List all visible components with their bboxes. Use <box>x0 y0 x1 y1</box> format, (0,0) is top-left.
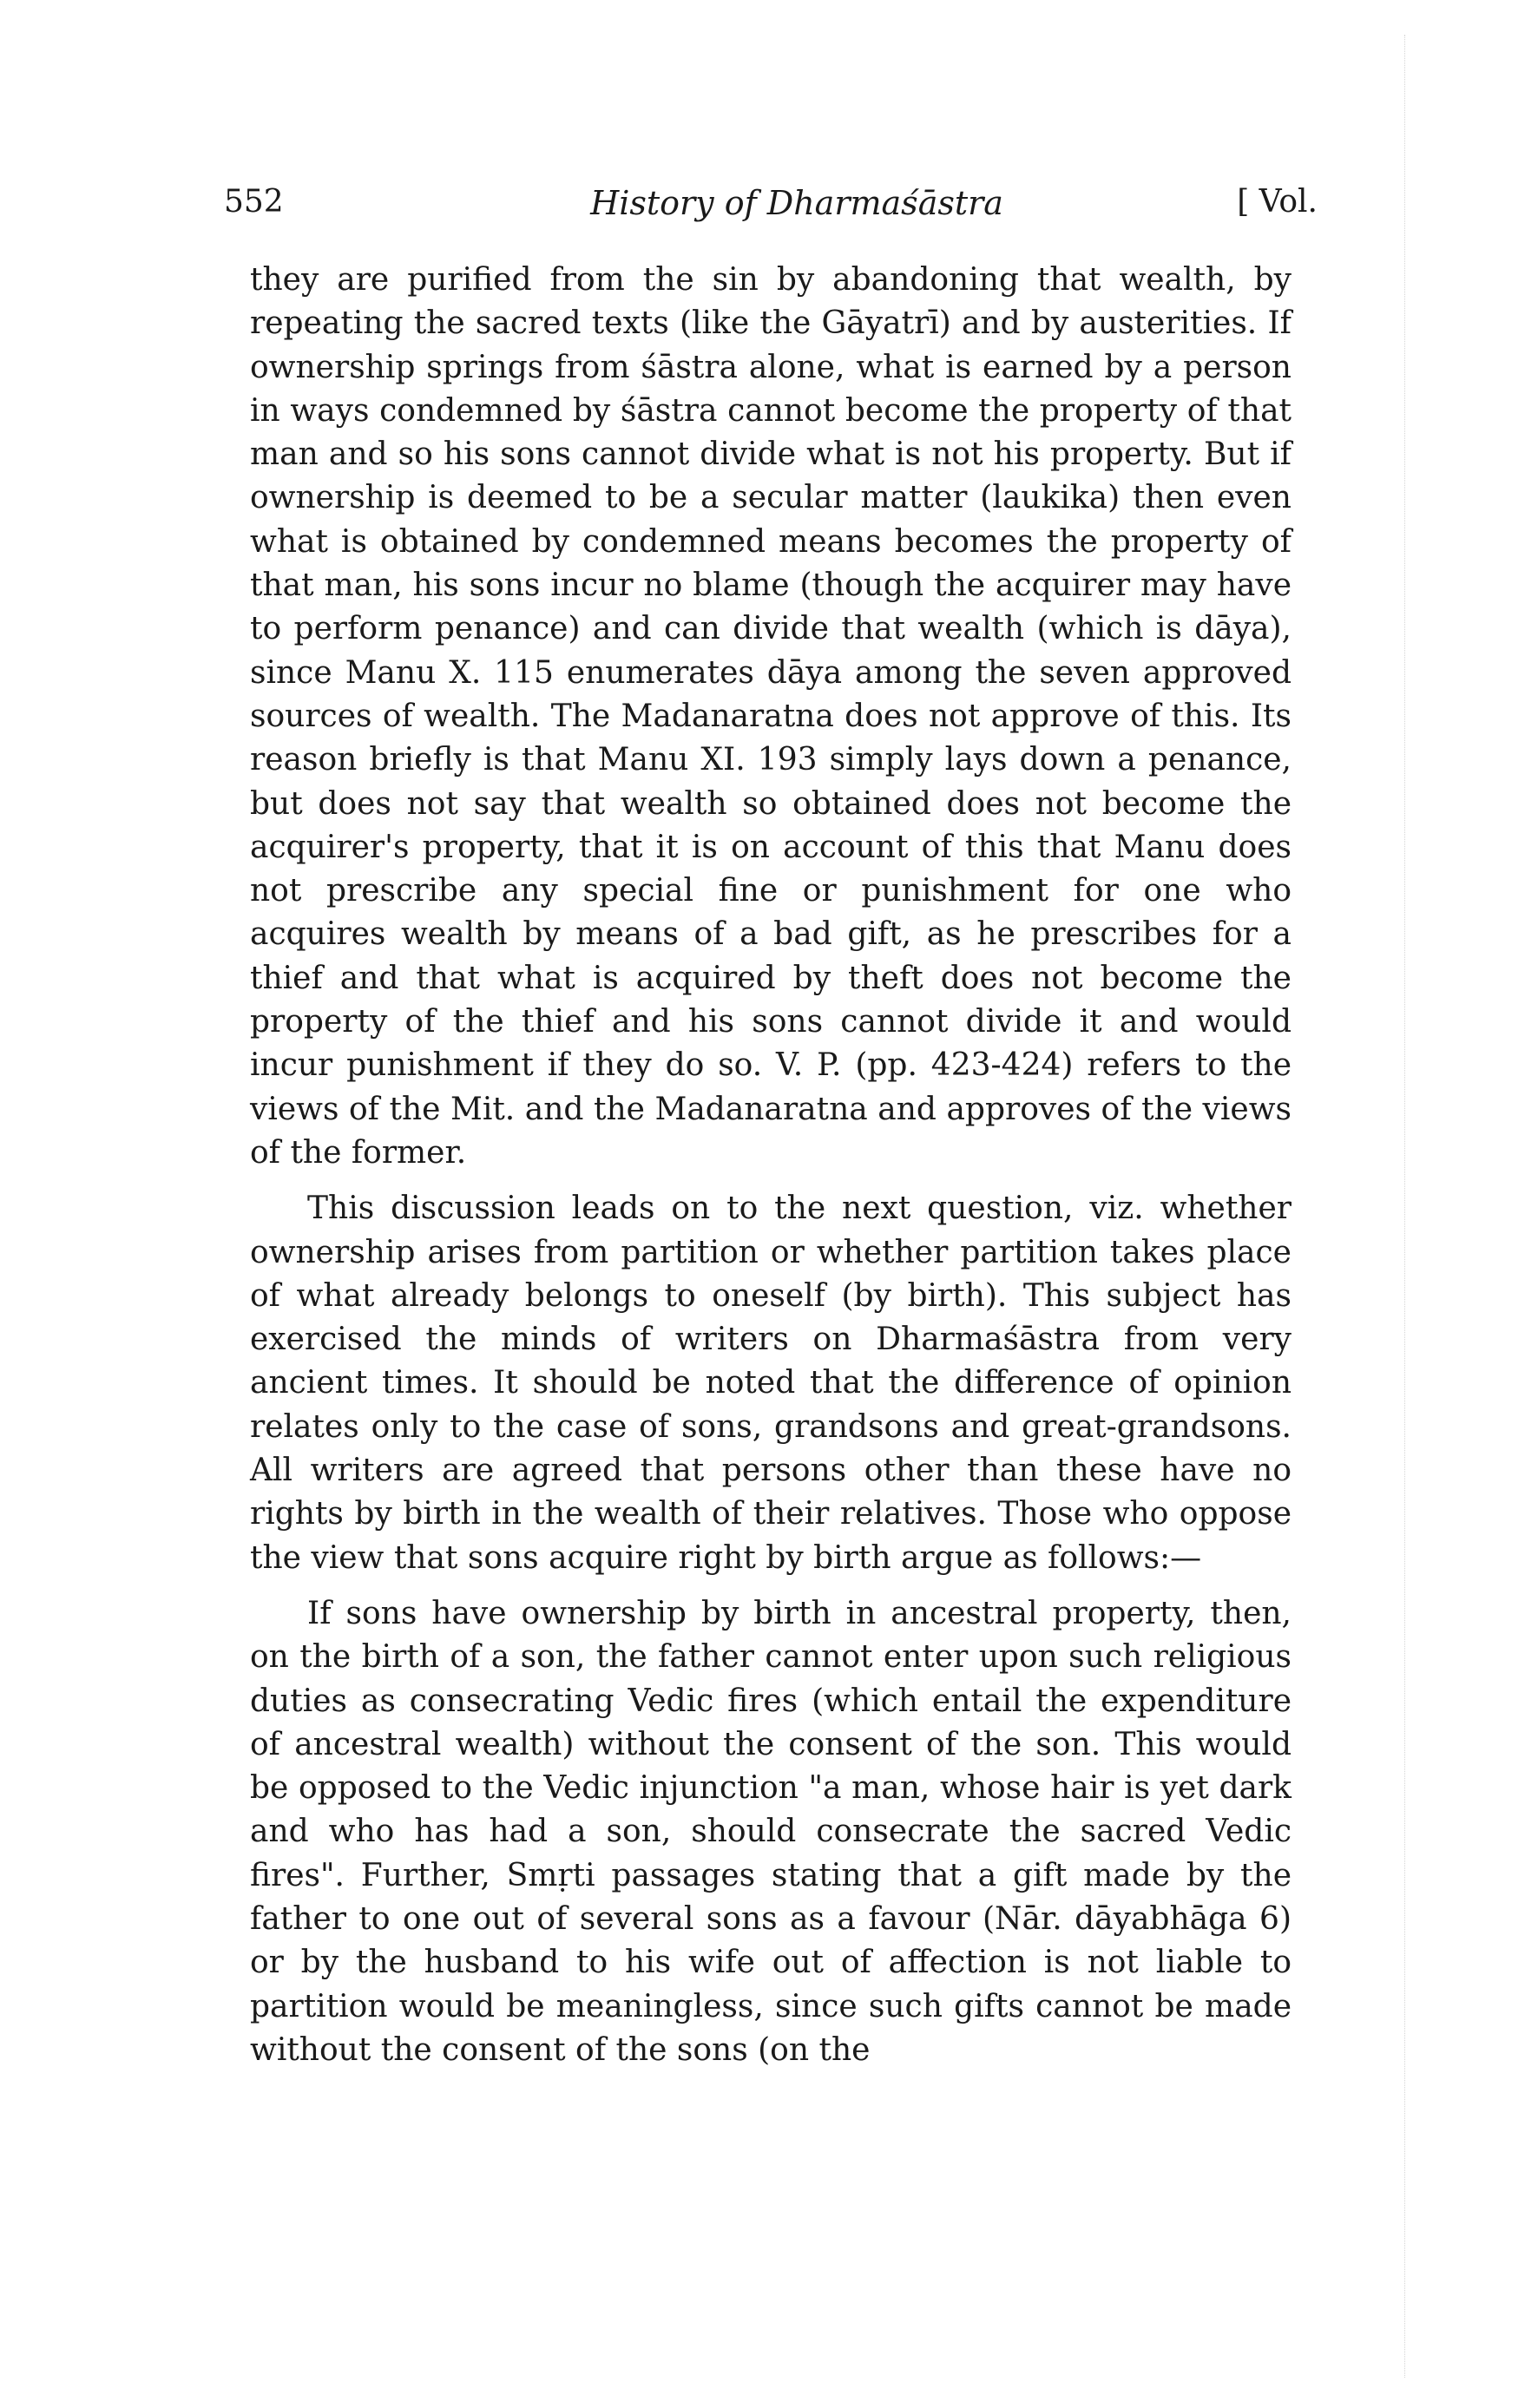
volume-label: [ Vol. <box>1237 184 1318 220</box>
running-header <box>224 184 1318 233</box>
scan-gutter-line <box>1404 35 1405 2378</box>
paragraph-ownership-partition: This discussion leads on to the next question, viz. whether ownership arises from partition or whether partition takes place of what already belongs to oneself (by birth). This subject has exercised the minds of writers on Dharmaśāstra from very ancient times. It should be noted that the difference of opinion relates only to the case of sons, grandsons and great-grandsons. All writers are agreed that persons other than these have no rights by birth in the wealth of their relatives. Those who oppose the view that sons acquire right by birth argue as follows:— <box>250 1191 1292 1576</box>
paragraph-continued: they are purified from the sin by abandoning that wealth, by repeating the sacred texts (like the Gāyatrī) and by austerities. If ownership springs from śāstra alone, what is earned by a person in ways condemned by śāstra cannot become the property of that man and so his sons cannot divide what is not his property. But if ownership is deemed to be a secular matter (laukika) then even what is obtained by condemned means becomes the property of that man, his sons incur no blame (though the acquirer may have to perform penance) and can divide that wealth (which is dāya), since Manu X. 115 enumerates dāya among the seven approved sources of wealth. The Madanaratna does not approve of this. Its reason briefly is that Manu XI. 193 simply lays down a penance, but does not say that wealth so obtained does not become the acquirer's property, that it is on account of this that Manu does not prescribe any special fine or punishment for one who acquires wealth by means of a bad gift, as he prescribes for a thief and that what is acquired by theft does not become the property of the thief and his sons cannot divide it and would incur punishment if they do so. V. P. (pp. 423-424) refers to the views of the Mit. and the Madanaratna and approves of the views of the former. <box>250 262 1292 1171</box>
body-text <box>250 259 1292 2072</box>
paragraph-birth-ownership: If sons have ownership by birth in ancestral property, then, on the birth of a son, the father cannot enter upon such religious duties as consecrating Vedic fires (which entail the expenditure of ancestral wealth) without the consent of the son. This would be opposed to the Vedic injunction "a man, whose hair is yet dark and who has had a son, should consecrate the sacred Vedic fires". Further, Smṛti passages stating that a gift made by the father to one out of several sons as a favour (Nār. dāyabhāga 6) or by the husband to his wife out of affection is not liable to partition would be meaningless, since such gifts cannot be made without the consent of the sons (on the <box>250 1595 1292 2068</box>
book-title: History of Dharmaśāstra <box>590 184 1003 222</box>
page-number: 552 <box>224 184 284 220</box>
